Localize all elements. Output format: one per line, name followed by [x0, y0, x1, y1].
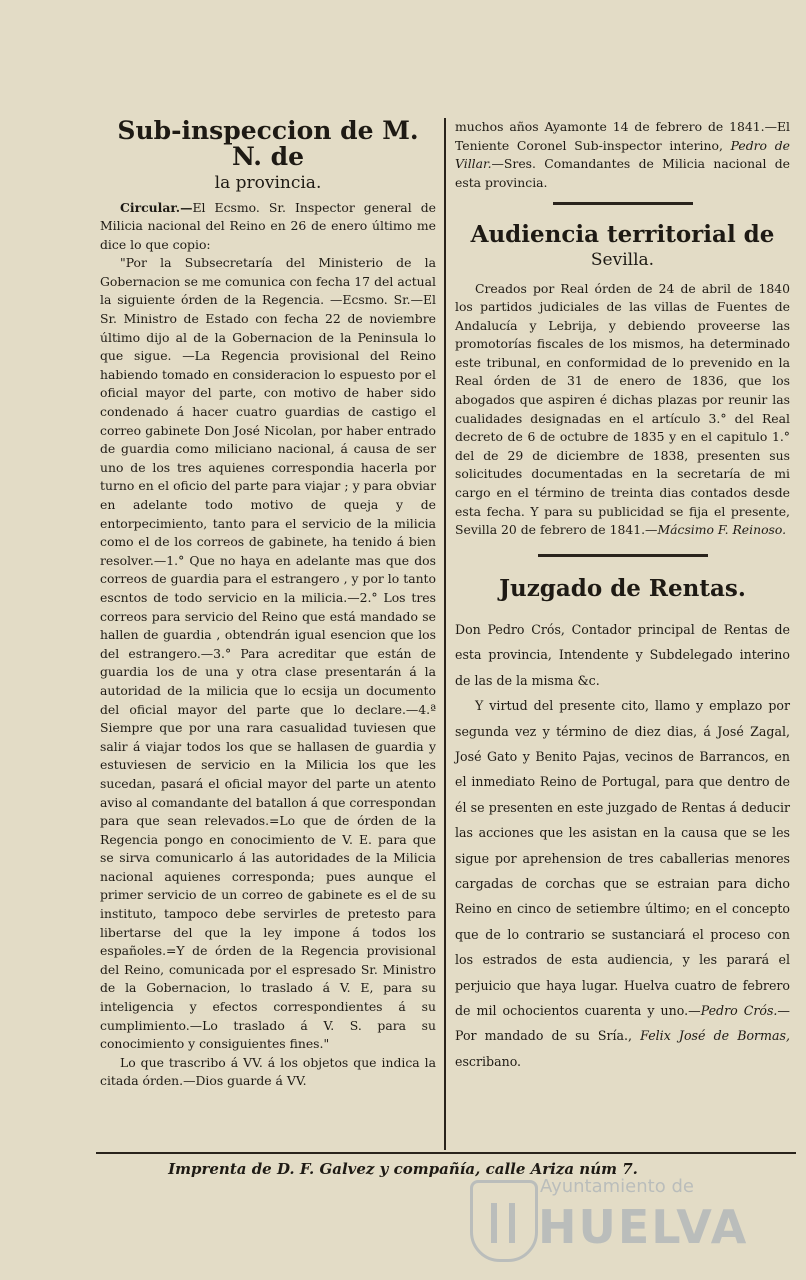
continuation-text: muchos años Ayamonte 14 de febrero de 1841.—El Teniente Coronel Sub-inspector interino, [455, 119, 790, 153]
continuation-end: —Sres. Comandantes de Milicia nacional de esta provincia. [455, 156, 790, 190]
audiencia-signature: Mácsimo F. Reinoso. [657, 522, 787, 538]
right-column [455, 118, 790, 1074]
column-divider [444, 118, 446, 1150]
audiencia-paragraph [455, 280, 790, 540]
juzgado-end: escribano. [455, 1053, 522, 1069]
audiencia-text: Creados por Real órden de 24 de abril de 1840 los partidos judiciales de las villas de Fuentes de Andalucía y Lebrija, y debiendo proveerse las promotorías fiscales de los mismos, ha determinado este tribunal, en conformidad de lo prevenido en la Real órden de 31 de enero de 1836, que los abogados que aspiren é dichas plazas por reunir las cualidades designadas en el artículo 3.° del Real decreto de 6 de octubre de 1835 y en el capitulo 1.° del de 29 de diciembre de 1838, presenten sus solicitudes documentadas en la secretaría de mi cargo en el término de treinta dias contados desde esta fecha. Y para su publicidad se fija el presente, Sevilla 20 de febrero de 1841.— [455, 280, 790, 538]
audiencia-subtitle: Sevilla. [590, 249, 655, 270]
seal-column-icon [509, 1203, 515, 1243]
continuation-paragraph [455, 118, 790, 192]
circular-text: El Ecsmo. Sr. Inspector general de Milicia nacional del Reino en 26 de enero último me dice lo que copio: [100, 199, 436, 252]
imprint-line: Imprenta de D. F. Galvez y compañía, calle Ariza núm 7. [168, 1160, 638, 1178]
juzgado-text: Y virtud del presente cito, llamo y emplazo por segunda vez y término de diez dias, á José Zagal, José Gato y Benito Pajas, vecinos de Barrancos, en el inmediato Reino de Portugal, para que dentro de él se presenten en este juzgado de Rentas á deducir las acciones que les asistan en la causa que se les sigue por aprehension de tres caballerias menores cargadas de corchas que se estraian para dicho Reino en cinco de setiembre último; en el concepto que de lo contrario se sustanciará el proceso con los estrados de esta audiencia, y les parará el perjuicio que haya lugar. Huelva cuatro de febrero de mil ochocientos cuarenta y uno.— [455, 698, 790, 1019]
subinspeccion-title: Sub-inspeccion de M. N. de [117, 116, 419, 172]
juzgado-paragraph [455, 693, 790, 1074]
continuation-signature: Pedro de Villar. [455, 137, 790, 172]
order-paragraph: "Por la Subsecretaría del Ministerio de la Gobernacion se me comunica con fecha 17 del actual la siguiente órden de la Regencia. —Ecsmo. Sr.—El Sr. Ministro de Estado con fecha 22 de noviembre último dijo al de la Gobernacion de la Peninsula lo que sigue. —La Regencia provisional del Reino habiendo tomado en consideracion lo espuesto por el oficial mayor del parte, con motivo de haber sido condenado á hacer cuatro guardias de castigo el correo gabinete Don José Nicolan, por haber entrado de guardia como miliciano nacional, á causa de ser uno de los tres aquienes correspondia hacerla por turno en el oficio del parte para viajar ; y para obviar en adelante todo motivo de queja y de entorpecimiento, tanto para el servicio de la milicia como el de los correos de gabinete, ha tenido á bien resolver.—1.° Que no haya en adelante mas que dos correos de guardia para el estrangero , y por lo tanto escntos de todo servicio en la milicia.—2.° Los tres correos para servicio del Reino que está mandado se hallen de guardia , obtendrán igual esencion que los del estrangero.—3.° Para acreditar que están de guardia los de una y otra clase presentarán á la autoridad de la milicia que lo ecsija un documento del oficial mayor del parte que lo declare.—4.ª Siempre que por una rara casualidad tuviesen que salir á viajar todos los que se hallasen de guardia y estuviesen de servicio en la Milicia los que les sucedan, pasará el oficial mayor del parte un atento aviso al comandante del batallon á que correspondan para que sean relevados.=Lo que de órden de la Regencia pongo en conocimiento de V. E. para que se sirva comunicarlo á las autoridades de la Milicia nacional aquienes corresponda; pues aunque el primer servicio de un correo de gabinete es el de su instituto, tampoco debe servirles de pretesto para libertarse del que la ley impone á todos los españoles.=Y de órden de la Regencia provisional del Reino, comunicada por el espresado Sr. Ministro de la Gobernacion, lo traslado á V. E, para su inteligencia y efectos correspondientes á su cumplimiento.—Lo traslado á V. S. para su conocimiento y consiguientes fines." [100, 255, 436, 1052]
subinspeccion-subtitle: la provincia. [214, 172, 322, 193]
watermark-small: Ayuntamiento de [540, 1176, 694, 1197]
section-separator [538, 554, 708, 557]
juzgado-title: Juzgado de Rentas. [499, 574, 746, 602]
juzgado-intro: Don Pedro Crós, Contador principal de Rentas de esta provincia, Intendente y Subdelegado interino de las de la misma &c. [455, 621, 790, 688]
seal-icon [470, 1180, 538, 1262]
seal-column-icon [491, 1203, 497, 1243]
juzgado-signature-1: Pedro Crós. [700, 1003, 778, 1019]
left-column [100, 118, 436, 1091]
audiencia-title: Audiencia territorial de [470, 221, 775, 249]
bottom-rule [96, 1152, 796, 1154]
circular-lead: Circular.— [120, 199, 193, 215]
juzgado-signature-2: Felix José de Bormas, [640, 1028, 790, 1044]
juzgado-mid: — Por mandado de su Sría., [455, 1003, 791, 1044]
watermark-big: HUELVA [538, 1200, 749, 1254]
watermark [470, 1166, 770, 1276]
section-separator [553, 202, 693, 205]
closing-paragraph: Lo que trascribo á VV. á los objetos que indica la citada órden.—Dios guarde á VV. [100, 1054, 436, 1089]
circular-paragraph [100, 199, 436, 255]
